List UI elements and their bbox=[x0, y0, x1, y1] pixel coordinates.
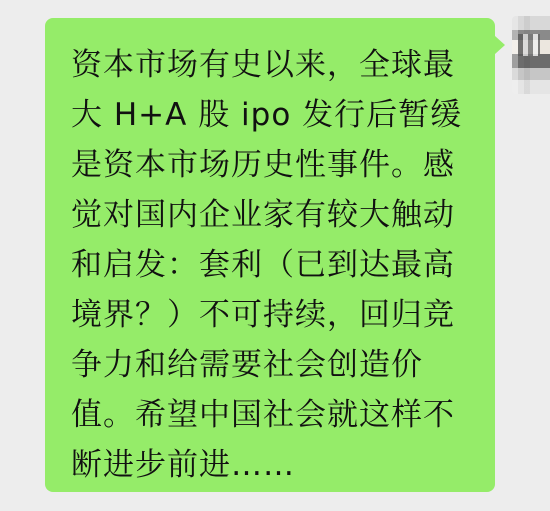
avatar[interactable] bbox=[512, 16, 550, 94]
message-text: 资本市场有史以来，全球最大 H+A 股 ipo 发行后暂缓是资本市场历史性事件。感觉对国内企业家有较大触动和启发：套利（已到达最高境界？）不可持续，回归竞争力和给需要社会创造价值。希望中国社会就这样不断进步前进…… bbox=[71, 47, 463, 483]
message-bubble[interactable] bbox=[45, 18, 495, 492]
